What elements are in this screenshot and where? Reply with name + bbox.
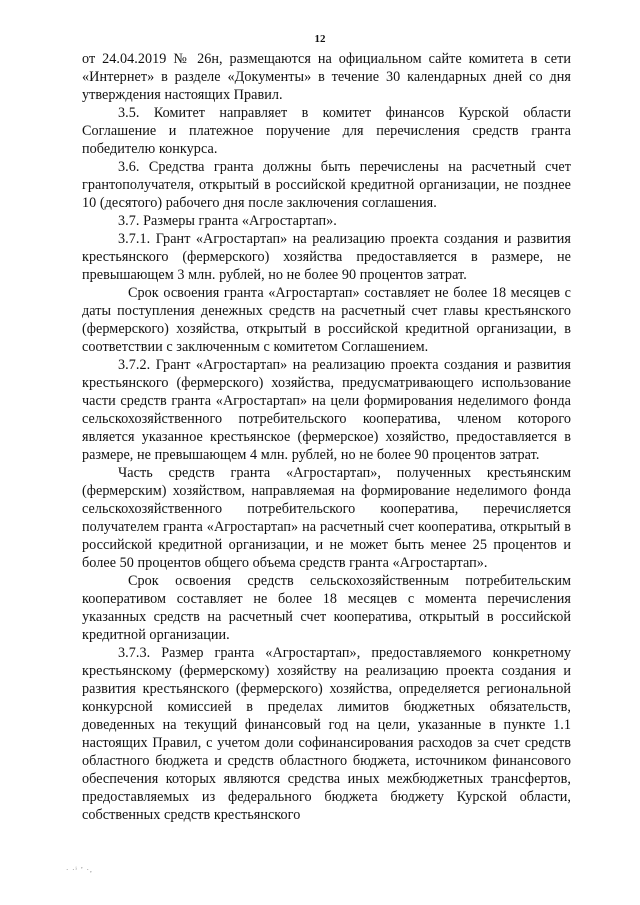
paragraph-grant-part: Часть средств гранта «Агростартап», полученных крестьянским (фермерским) хозяйством, направляемая на формирование неделимого фонда сельскохозяйственного потребительского кооператива, перечисляется получателем гранта «Агростартап» на расчетный счет кооператива, открытый в российской кредитной организации, и не может быть менее 25 процентов и более 50 процентов общего объема средств гранта «Агростартап». xyxy=(82,465,571,571)
page-number: 12 xyxy=(314,33,326,45)
paragraph-3-6: 3.6. Средства гранта должны быть перечислены на расчетный счет грантополучателя, открытый в российской кредитной организации, не позднее 10 (десятого) рабочего дня после заключения соглашения. xyxy=(82,159,571,211)
paragraph-3-7: 3.7. Размеры гранта «Агростартап». xyxy=(118,213,337,229)
paragraph-term-cooperative: Срок освоения средств сельскохозяйственным потребительским кооперативом составляет не более 18 месяцев с момента перечисления указанных средств на расчетный счет кооператива, открытый в российской кредитной организации. xyxy=(82,573,571,643)
paragraph-3-5: 3.5. Комитет направляет в комитет финансов Курской области Соглашение и платежное поручение для перечисления средств гранта победителю конкурса. xyxy=(82,105,571,157)
paragraph-term-grant: Срок освоения гранта «Агростартап» составляет не более 18 месяцев с даты поступления денежных средств на расчетный счет главы крестьянского (фермерского) хозяйства, открытый в российской кредитной организации, в соответствии с заключенным с комитетом Соглашением. xyxy=(82,285,571,355)
scan-artifact-mark: · ·ⁱ ʼ ·, xyxy=(66,866,93,874)
paragraph-3-7-1: 3.7.1. Грант «Агростартап» на реализацию проекта создания и развития крестьянского (фермерского) хозяйства предоставляется в размере, не превышающем 3 млн. рублей, но не более 90 процентов затрат. xyxy=(82,231,571,283)
document-body xyxy=(82,50,571,824)
paragraph-3-7-2: 3.7.2. Грант «Агростартап» на реализацию проекта создания и развития крестьянского (фермерского) хозяйства, предусматривающего использование части средств гранта «Агростартап» на цели формирования неделимого фонда сельскохозяйственного потребительского кооператива, членом которого является указанное крестьянское (фермерское) хозяйство, предоставляется в размере, не превышающем 4 млн. рублей, но не более 90 процентов затрат. xyxy=(82,357,571,463)
paragraph-continuation: от 24.04.2019 № 26н, размещаются на официальном сайте комитета в сети «Интернет» в разделе «Документы» в течение 30 календарных дней со дня утверждения настоящих Правил. xyxy=(82,51,571,103)
paragraph-3-7-3: 3.7.3. Размер гранта «Агростартап», предоставляемого конкретному крестьянскому (фермерскому) хозяйству на реализацию проекта создания и развития крестьянского (фермерского) хозяйства, определяется региональной конкурсной комиссией в пределах лимитов бюджетных обязательств, доведенных на текущий финансовый год на цели, указанные в пункте 1.1 настоящих Правил, с учетом доли софинансирования расходов за счет средств областного бюджета и средств областного бюджета, источником финансового обеспечения которых являются средства иных межбюджетных трансфертов, предоставляемых из федерального бюджета бюджету Курской области, собственных средств крестьянского xyxy=(82,645,571,823)
